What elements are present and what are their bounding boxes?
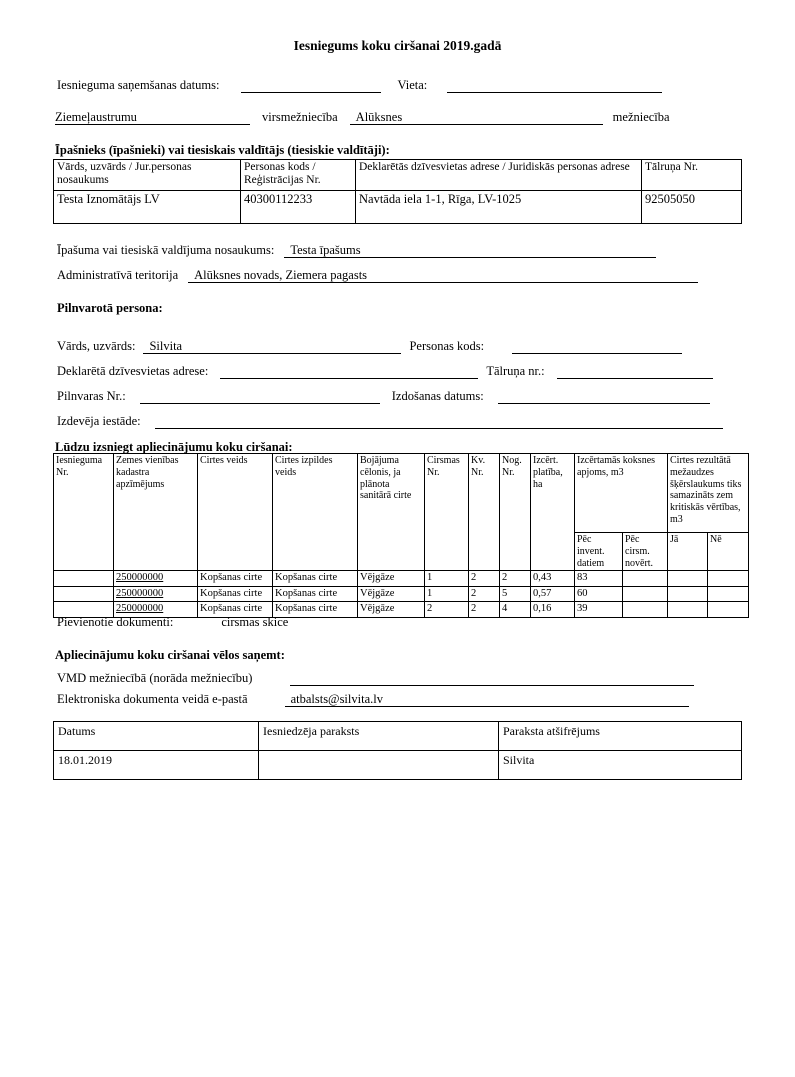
cell-critical-no (708, 571, 749, 586)
cell-cadastre: 250000000 (114, 571, 198, 586)
authorized-section-heading: Pilnvarotā persona: (57, 301, 163, 315)
cell-felling-type: Kopšanas cirte (198, 571, 273, 586)
col-volume-estimate: Pēc cirsm. novērt. (623, 533, 668, 571)
authorized-address-label: Deklarētā dzīvesvietas adrese: (57, 364, 209, 378)
delivery-section-heading: Apliecinājumu koku ciršanai vēlos saņemt: (55, 648, 285, 662)
territory-label: Administratīvā teritorija (57, 268, 179, 282)
authorized-address-row (57, 364, 713, 379)
forestry-field[interactable]: Alūksnes (350, 110, 603, 125)
col-plot-no: Cirsmas Nr. (425, 454, 469, 571)
cell-quarter-no: 2 (469, 586, 500, 601)
authorized-name-label: Vārds, uzvārds: (57, 339, 136, 353)
owner-col-name: Vārds, uzvārds / Jur.personas nosaukums (54, 160, 241, 191)
attachments-label: Pievienotie dokumenti: (57, 615, 174, 629)
territory-row (57, 268, 698, 283)
felling-header-row-1 (54, 454, 749, 533)
cell-execution-type: Kopšanas cirte (273, 571, 358, 586)
delivery-vmd-field[interactable] (290, 671, 694, 686)
cell-compartment-no: 2 (500, 571, 531, 586)
property-name-row (57, 243, 656, 258)
sign-cell-date: 18.01.2019 (54, 751, 259, 780)
cell-felling-type: Kopšanas cirte (198, 602, 273, 617)
intake-region-row (55, 110, 670, 125)
cell-cadastre: 250000000 (114, 602, 198, 617)
cell-compartment-no: 4 (500, 602, 531, 617)
col-cadastre: Zemes vienības kadastra apzīmējums (114, 454, 198, 571)
cell-volume-inventory: 39 (575, 602, 623, 617)
cell-area-ha: 0,16 (531, 602, 575, 617)
sign-col-date: Datums (54, 722, 259, 751)
delivery-vmd-label: VMD mežniecībā (norāda mežniecību) (57, 671, 253, 685)
cell-damage-cause: Vējgāze (358, 571, 425, 586)
proxy-no-label: Pilnvaras Nr.: (57, 389, 126, 403)
signature-table (53, 721, 742, 780)
cell-quarter-no: 2 (469, 602, 500, 617)
cell-critical-no (708, 602, 749, 617)
sign-col-transcript: Paraksta atšifrējums (499, 722, 742, 751)
owner-cell-code: 40300112233 (241, 191, 356, 224)
col-critical-yes: Jā (668, 533, 708, 571)
region-field[interactable]: Ziemeļaustrumu (55, 110, 250, 125)
issuer-label: Izdevēja iestāde: (57, 414, 141, 428)
intake-place-field[interactable] (447, 78, 662, 93)
intake-date-label: Iesnieguma saņemšanas datums: (57, 78, 220, 92)
cell-cadastre: 250000000 (114, 586, 198, 601)
col-critical-group: Cirtes rezultātā mežaudzes šķērslaukums tiks samazināts zem kritiskās vērtības, m3 (668, 454, 749, 533)
owner-cell-address: Navtāda iela 1-1, Rīga, LV-1025 (356, 191, 642, 224)
cell-volume-inventory: 83 (575, 571, 623, 586)
page-title: Iesniegums koku ciršanai 2019.gadā (293, 38, 502, 53)
intake-place-label: Vieta: (397, 78, 428, 92)
authorized-address-field[interactable] (220, 364, 478, 379)
cell-plot-no: 2 (425, 602, 469, 617)
col-damage-cause: Bojājuma cēlonis, ja plānota sanitārā cirte (358, 454, 425, 571)
property-name-field[interactable]: Testa īpašums (284, 243, 656, 258)
sign-cell-transcript: Silvita (499, 751, 742, 780)
col-volume-inventory: Pēc invent. datiem (575, 533, 623, 571)
cell-plot-no: 1 (425, 586, 469, 601)
delivery-email-label: Elektroniska dokumenta veidā e-pastā (57, 692, 248, 706)
table-row (54, 751, 742, 780)
col-felling-type: Cirtes veids (198, 454, 273, 571)
attachments-value: cirsmas skice (221, 615, 289, 629)
cell-compartment-no: 5 (500, 586, 531, 601)
cell-critical-yes (668, 602, 708, 617)
owner-col-phone: Tālruņa Nr. (642, 160, 742, 191)
cell-damage-cause: Vējgāze (358, 602, 425, 617)
cell-critical-yes (668, 586, 708, 601)
territory-field[interactable]: Alūksnes novads, Ziemera pagasts (188, 268, 698, 283)
table-row (54, 571, 749, 586)
col-quarter-no: Kv. Nr. (469, 454, 500, 571)
authorized-code-label: Personas kods: (409, 339, 485, 353)
authorized-proxy-row (57, 389, 710, 404)
sign-cell-signature (259, 751, 499, 780)
col-area-ha: Izcērt. platība, ha (531, 454, 575, 571)
cell-execution-type: Kopšanas cirte (273, 602, 358, 617)
region-suffix-label: virsmežniecība (262, 110, 338, 124)
signature-header-row (54, 722, 742, 751)
cell-execution-type: Kopšanas cirte (273, 586, 358, 601)
col-volume-group: Izcērtamās koksnes apjoms, m3 (575, 454, 668, 533)
intake-date-row (57, 78, 662, 93)
felling-table (53, 453, 749, 618)
forestry-suffix-label: mežniecība (612, 110, 670, 124)
owner-col-code: Personas kods / Reģistrācijas Nr. (241, 160, 356, 191)
proxy-no-field[interactable] (140, 389, 380, 404)
col-application-no: Iesnieguma Nr. (54, 454, 114, 571)
delivery-vmd-row (57, 671, 694, 686)
issuer-field[interactable] (155, 414, 723, 429)
property-name-label: Īpašuma vai tiesiskā valdījuma nosaukums: (57, 243, 275, 257)
delivery-email-row (57, 692, 689, 707)
authorized-phone-field[interactable] (557, 364, 713, 379)
cell-volume-estimate (623, 586, 668, 601)
owner-cell-name: Testa Iznomātājs LV (54, 191, 241, 224)
col-execution-type: Cirtes izpildes veids (273, 454, 358, 571)
issue-date-field[interactable] (498, 389, 710, 404)
attachments-row (57, 615, 288, 630)
cell-area-ha: 0,43 (531, 571, 575, 586)
owner-section-heading: Īpašnieks (īpašnieki) vai tiesiskais valdītājs (tiesiskie valdītāji): (55, 143, 390, 157)
cell-critical-no (708, 586, 749, 601)
col-critical-no: Nē (708, 533, 749, 571)
cell-volume-inventory: 60 (575, 586, 623, 601)
issue-date-label: Izdošanas datums: (391, 389, 484, 403)
owner-col-address: Deklarētās dzīvesvietas adrese / Juridiskās personas adrese (356, 160, 642, 191)
owner-table-row (54, 191, 742, 224)
table-row (54, 586, 749, 601)
cell-quarter-no: 2 (469, 571, 500, 586)
authorized-issuer-row (57, 414, 723, 429)
cell-felling-type: Kopšanas cirte (198, 586, 273, 601)
sign-col-signature: Iesniedzēja paraksts (259, 722, 499, 751)
owner-cell-phone: 92505050 (642, 191, 742, 224)
cell-damage-cause: Vējgāze (358, 586, 425, 601)
cell-critical-yes (668, 571, 708, 586)
cell-area-ha: 0,57 (531, 586, 575, 601)
cell-application-no (54, 586, 114, 601)
intake-date-field[interactable] (241, 78, 381, 93)
cell-application-no (54, 571, 114, 586)
felling-section-heading: Lūdzu izsniegt apliecinājumu koku ciršanai: (55, 440, 293, 454)
delivery-email-field[interactable]: atbalsts@silvita.lv (285, 692, 689, 707)
col-compartment-no: Nog. Nr. (500, 454, 531, 571)
authorized-name-field[interactable]: Silvita (143, 339, 401, 354)
owner-table-header-row (54, 160, 742, 191)
authorized-name-row (57, 339, 682, 354)
cell-plot-no: 1 (425, 571, 469, 586)
authorized-code-field[interactable] (512, 339, 682, 354)
cell-volume-estimate (623, 571, 668, 586)
owner-table (53, 159, 742, 224)
cell-volume-estimate (623, 602, 668, 617)
authorized-phone-label: Tālruņa nr.: (486, 364, 545, 378)
